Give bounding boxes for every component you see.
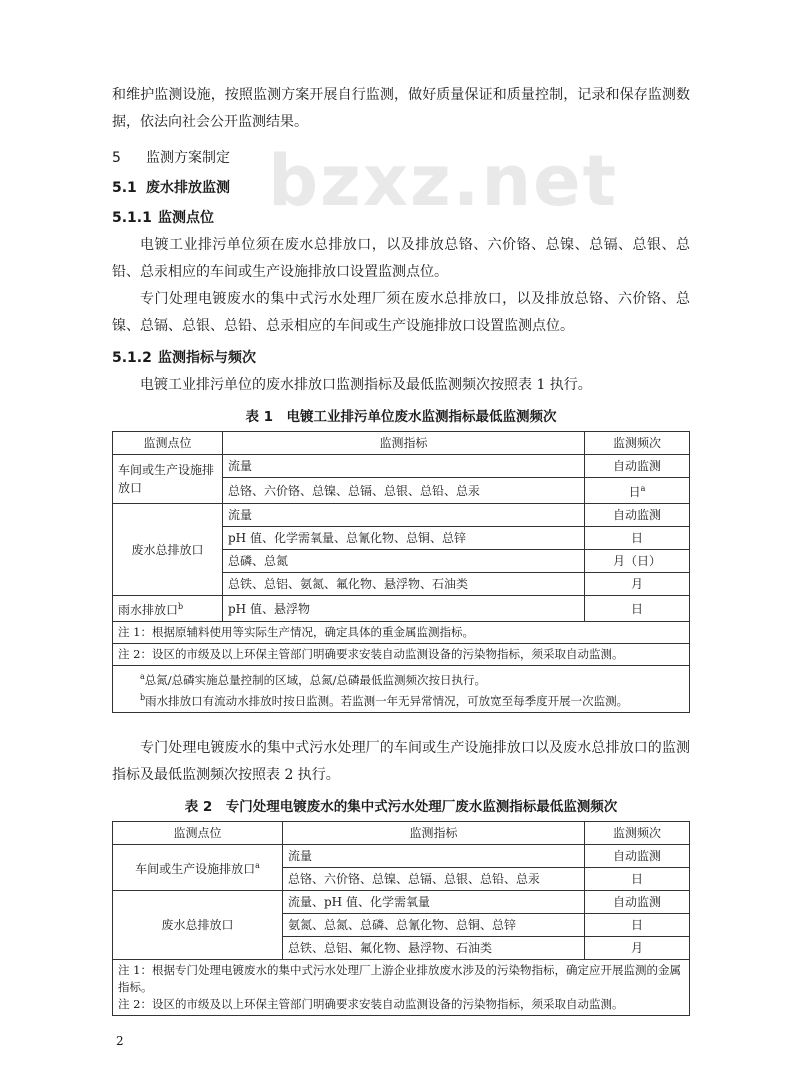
- table-row: [113, 890, 690, 913]
- header-cell: 监测点位: [113, 821, 283, 844]
- section-5-1-2-heading: [112, 348, 690, 368]
- indicator-cell: 总铬、六价铬、总镍、总镉、总银、总铅、总汞: [283, 867, 585, 890]
- table-note-row: [113, 959, 690, 1015]
- point-value: 车间或生产设施排放口: [135, 861, 256, 876]
- header-cell: 监测频次: [585, 432, 690, 455]
- table-note-row: [113, 644, 690, 666]
- table-footnotes: [113, 666, 690, 713]
- note-2: 注 2：设区的市级及以上环保主管部门明确要求安装自动监测设备的污染物指标，须采取自动监测。: [113, 644, 690, 666]
- frequency-cell: 月: [585, 573, 690, 596]
- note-2: 注 2：设区的市级及以上环保主管部门明确要求安装自动监测设备的污染物指标，须采取自动监测。: [118, 996, 624, 1011]
- page-number: 2: [116, 1034, 124, 1048]
- indicator-cell: 流量、pH 值、化学需氧量: [283, 890, 585, 913]
- header-cell: 监测频次: [585, 821, 690, 844]
- footnote-mark: b: [178, 602, 184, 611]
- table-row: [113, 455, 690, 478]
- point-cell: 废水总排放口: [113, 890, 283, 959]
- section-number: 5.1.1: [112, 210, 152, 226]
- indicator-cell: 流量: [223, 504, 585, 527]
- footnote-a: [118, 668, 684, 689]
- table-row: [113, 844, 690, 867]
- frequency-cell: 自动监测: [585, 455, 690, 478]
- watermark: bzxz.net: [268, 140, 619, 222]
- point-cell: [113, 844, 283, 890]
- section-number: 5.1.2: [112, 350, 152, 366]
- footnote-mark: a: [255, 860, 260, 870]
- header-cell: 监测指标: [223, 432, 585, 455]
- frequency-cell: 日: [585, 527, 690, 550]
- point-cell: 废水总排放口: [113, 504, 223, 596]
- frequency-cell: [585, 478, 690, 504]
- indicator-cell: 流量: [223, 455, 585, 478]
- footnote-text: 雨水排放口有流动水排放时按日监测。若监测一年无异常情况，可放宽至每季度开展一次监测。: [145, 693, 629, 708]
- section-title: 监测指标与频次: [158, 350, 256, 366]
- table-2-caption: 表 2 专门处理电镀废水的集中式污水处理厂废水监测指标最低监测频次: [184, 798, 618, 815]
- footnote-mark: a: [140, 672, 145, 681]
- table-1-caption: 表 1 电镀工业排污单位废水监测指标最低监测频次: [245, 409, 557, 425]
- indicator-cell: pH 值、悬浮物: [223, 596, 585, 622]
- indicator-cell: 流量: [283, 844, 585, 867]
- indicator-cell: 总铁、总铝、氨氮、氟化物、悬浮物、石油类: [223, 573, 585, 596]
- intro-paragraph: 和维护监测设施，按照监测方案开展自行监测，做好质量保证和质量控制，记录和保存监测数据，依法向社会公开监测结果。: [112, 87, 690, 130]
- table-notes: [113, 959, 690, 1015]
- table-note-row: [113, 622, 690, 644]
- section-5-1-1-heading: [112, 208, 690, 228]
- table-1: [112, 431, 690, 713]
- table-header-row: [113, 821, 690, 844]
- section-5-heading: [112, 148, 690, 168]
- point-value: 雨水排放口: [118, 603, 179, 617]
- table-row: [113, 596, 690, 622]
- indicator-cell: 总铁、总铝、氟化物、悬浮物、石油类: [283, 936, 585, 959]
- section-title: 监测方案制定: [146, 150, 230, 166]
- point-cell: [113, 596, 223, 622]
- indicator-cell: 氨氮、总氮、总磷、总氰化物、总铜、总锌: [283, 913, 585, 936]
- frequency-cell: 自动监测: [585, 890, 690, 913]
- table-header-row: [113, 432, 690, 455]
- section-title: 监测点位: [158, 210, 214, 226]
- frequency-value: 日: [628, 485, 641, 499]
- section-number: 5: [112, 150, 121, 166]
- frequency-cell: 月: [585, 936, 690, 959]
- footnote-mark: b: [140, 692, 146, 702]
- paragraph-5-1-2: 电镀工业排污单位的废水排放口监测指标及最低监测频次按照表 1 执行。: [140, 377, 592, 393]
- indicator-cell: 总磷、总氮: [223, 550, 585, 573]
- section-number: 5.1: [112, 180, 137, 196]
- section-title: 废水排放监测: [146, 180, 230, 196]
- header-cell: 监测点位: [113, 432, 223, 455]
- note-1: 注 1：根据专门处理电镀废水的集中式污水处理厂上游企业排放废水涉及的污染物指标，确定应开展监测的金属指标。: [118, 962, 681, 994]
- indicator-cell: pH 值、化学需氧量、总氰化物、总铜、总锌: [223, 527, 585, 550]
- indicator-cell: 总铬、六价铬、总镍、总镉、总银、总铅、总汞: [223, 478, 585, 504]
- header-cell: 监测指标: [283, 821, 585, 844]
- frequency-cell: 自动监测: [585, 504, 690, 527]
- frequency-cell: 日: [585, 596, 690, 622]
- paragraph-table-2-intro: 专门处理电镀废水的集中式污水处理厂的车间或生产设施排放口以及废水总排放口的监测指标及最低监测频次按照表 2 执行。: [112, 739, 690, 783]
- footnote-b: [118, 689, 684, 710]
- footnote-mark: a: [640, 484, 646, 493]
- page-content: [112, 82, 690, 1016]
- paragraph-5-1-1-b: 专门处理电镀废水的集中式污水处理厂须在废水总排放口，以及排放总铬、六价铬、总镍、总镉、总银、总铅、总汞相应的车间或生产设施排放口设置监测点位。: [112, 291, 690, 334]
- point-cell: 车间或生产设施排放口: [113, 455, 223, 504]
- note-1: 注 1：根据原辅料使用等实际生产情况，确定具体的重金属监测指标。: [113, 622, 690, 644]
- section-5-1-heading: [112, 178, 690, 198]
- table-2: [112, 821, 690, 1016]
- frequency-cell: 日: [585, 913, 690, 936]
- frequency-cell: 自动监测: [585, 844, 690, 867]
- table-row: [113, 504, 690, 527]
- frequency-cell: 月（日）: [585, 550, 690, 573]
- footnote-text: 总氮/总磷实施总量控制的区域，总氮/总磷最低监测频次按日执行。: [144, 672, 487, 687]
- frequency-cell: 日: [585, 867, 690, 890]
- table-footnote-row: [113, 666, 690, 713]
- paragraph-5-1-1-a: 电镀工业排污单位须在废水总排放口，以及排放总铬、六价铬、总镍、总镉、总银、总铅、总汞相应的车间或生产设施排放口设置监测点位。: [112, 237, 690, 280]
